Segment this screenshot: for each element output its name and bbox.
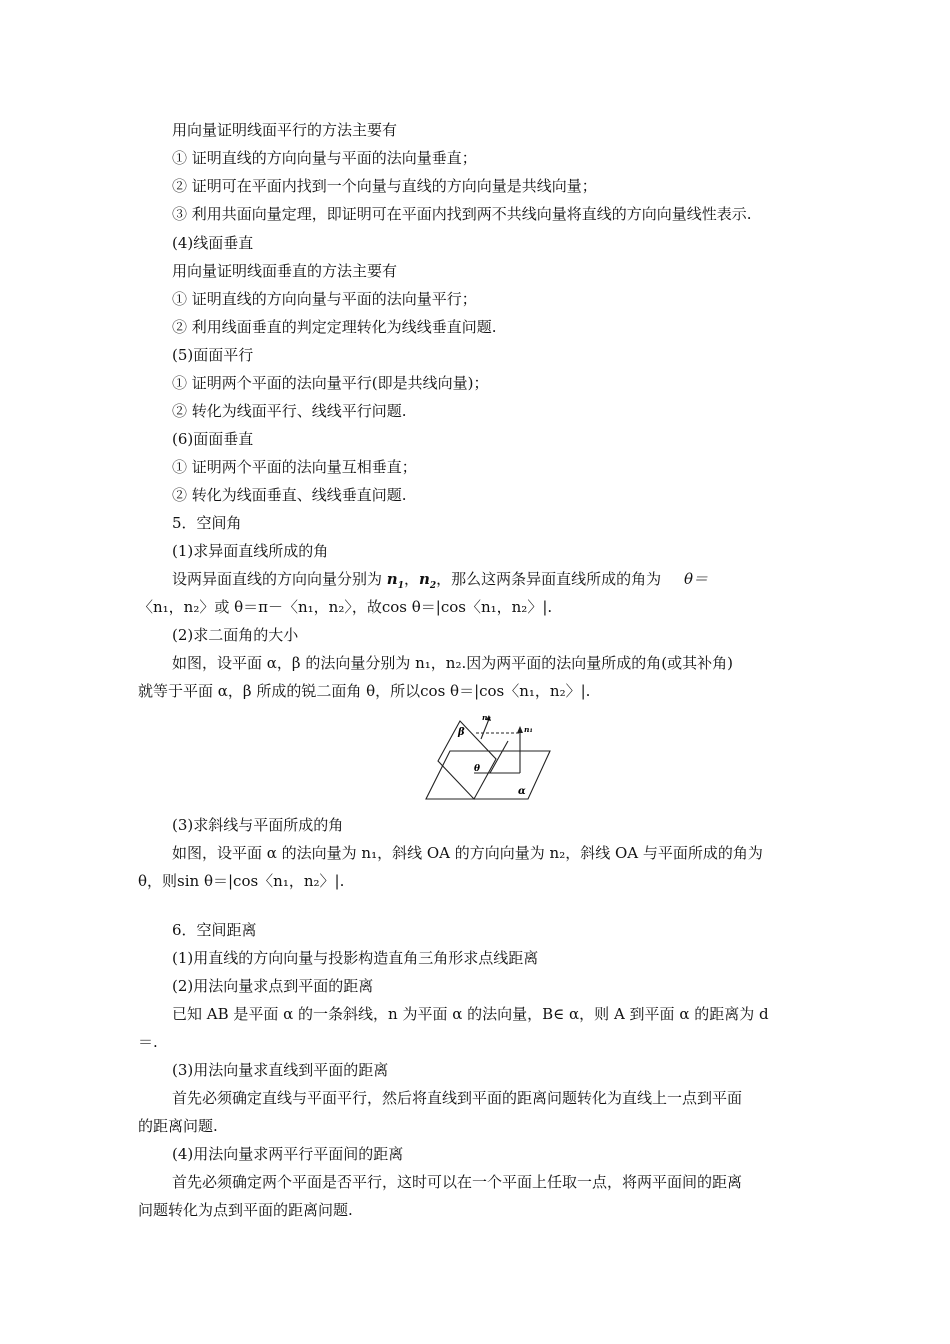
text-run: 设两异面直线的方向向量分别为 bbox=[172, 570, 383, 588]
text-run: θ＝ bbox=[683, 570, 708, 588]
list-item: ① 证明直线的方向向量与平面的法向量垂直； bbox=[172, 149, 477, 167]
subsection-heading: (2)用法向量求点到平面的距离 bbox=[172, 977, 374, 995]
list-item: ② 转化为线面垂直、线线垂直问题. bbox=[172, 486, 407, 504]
dihedral-angle-figure bbox=[424, 711, 554, 803]
section-heading: 5．空间角 bbox=[172, 514, 242, 532]
paragraph-line: 用向量证明线面平行的方法主要有 bbox=[172, 121, 398, 139]
section-heading: (4)线面垂直 bbox=[172, 234, 254, 252]
paragraph-line: 设两异面直线的方向向量分别为 $n_1$，$n_2$，那么这两条异面直线所成的角为 θ＝ bbox=[172, 570, 708, 591]
subsection-heading: (4)用法向量求两平行平面间的距离 bbox=[172, 1145, 404, 1163]
section-heading: (5)面面平行 bbox=[172, 346, 254, 364]
list-item: ② 利用线面垂直的判定定理转化为线线垂直问题. bbox=[172, 318, 497, 336]
paragraph-line: 首先必须确定两个平面是否平行，这时可以在一个平面上任取一点，将两平面间的距离 bbox=[172, 1173, 743, 1191]
paragraph-line: 用向量证明线面垂直的方法主要有 bbox=[172, 262, 398, 280]
paragraph-line: 就等于平面 α，β 所成的锐二面角 θ，所以cos θ＝|cos〈n₁，n₂〉|. bbox=[138, 682, 591, 700]
vector-n1: $n_1$ bbox=[386, 570, 404, 591]
label-n1: n₁ bbox=[524, 725, 533, 734]
paragraph-line: 首先必须确定直线与平面平行，然后将直线到平面的距离问题转化为直线上一点到平面 bbox=[172, 1089, 743, 1107]
paragraph-line: 如图，设平面 α，β 的法向量分别为 n₁，n₂.因为两平面的法向量所成的角(或其补角) bbox=[172, 654, 733, 672]
paragraph-line: 如图，设平面 α 的法向量为 n₁，斜线 OA 的方向向量为 n₂，斜线 OA 与平面所成的角为 bbox=[172, 844, 763, 862]
paragraph-line: 〈n₁，n₂〉或 θ＝π－〈n₁，n₂〉，故cos θ＝|cos〈n₁，n₂〉|. bbox=[138, 598, 553, 616]
plane-alpha bbox=[426, 751, 550, 799]
paragraph-line: 的距离问题. bbox=[138, 1117, 218, 1135]
paragraph-line: 问题转化为点到平面的距离问题. bbox=[138, 1201, 353, 1219]
normal-n2 bbox=[481, 719, 489, 739]
subsection-heading: (1)求异面直线所成的角 bbox=[172, 542, 329, 560]
label-alpha: α bbox=[518, 786, 526, 797]
subsection-heading: (3)求斜线与平面所成的角 bbox=[172, 816, 344, 834]
section-heading: (6)面面垂直 bbox=[172, 430, 254, 448]
subsection-heading: (3)用法向量求直线到平面的距离 bbox=[172, 1061, 389, 1079]
subsection-heading: (1)用直线的方向向量与投影构造直角三角形求点线距离 bbox=[172, 949, 539, 967]
arrow-head bbox=[517, 726, 523, 733]
list-item: ② 证明可在平面内找到一个向量与直线的方向向量是共线向量； bbox=[172, 177, 597, 195]
list-item: ③ 利用共面向量定理，即证明可在平面内找到两不共线向量将直线的方向向量线性表示. bbox=[172, 205, 752, 223]
vector-n2: $n_2$ bbox=[418, 570, 437, 591]
list-item: ① 证明两个平面的法向量平行(即是共线向量)； bbox=[172, 374, 489, 392]
angle-ray bbox=[490, 741, 508, 773]
paragraph-line: ＝. bbox=[138, 1033, 158, 1051]
label-theta: θ bbox=[474, 764, 481, 774]
paragraph-line: θ，则sin θ＝|cos〈n₁，n₂〉|. bbox=[138, 872, 345, 890]
list-item: ② 转化为线面平行、线线平行问题. bbox=[172, 402, 407, 420]
list-item: ① 证明直线的方向向量与平面的法向量平行； bbox=[172, 290, 477, 308]
paragraph-line: 已知 AB 是平面 α 的一条斜线，n 为平面 α 的法向量，B∈ α，则 A 到平面 α 的距离为 d bbox=[172, 1005, 769, 1023]
label-n2: n₂ bbox=[482, 713, 491, 722]
text-run: ，那么这两条异面直线所成的角为 bbox=[436, 570, 662, 588]
list-item: ① 证明两个平面的法向量互相垂直； bbox=[172, 458, 417, 476]
section-heading: 6．空间距离 bbox=[172, 921, 257, 939]
label-beta: β bbox=[458, 727, 465, 738]
subsection-heading: (2)求二面角的大小 bbox=[172, 626, 299, 644]
